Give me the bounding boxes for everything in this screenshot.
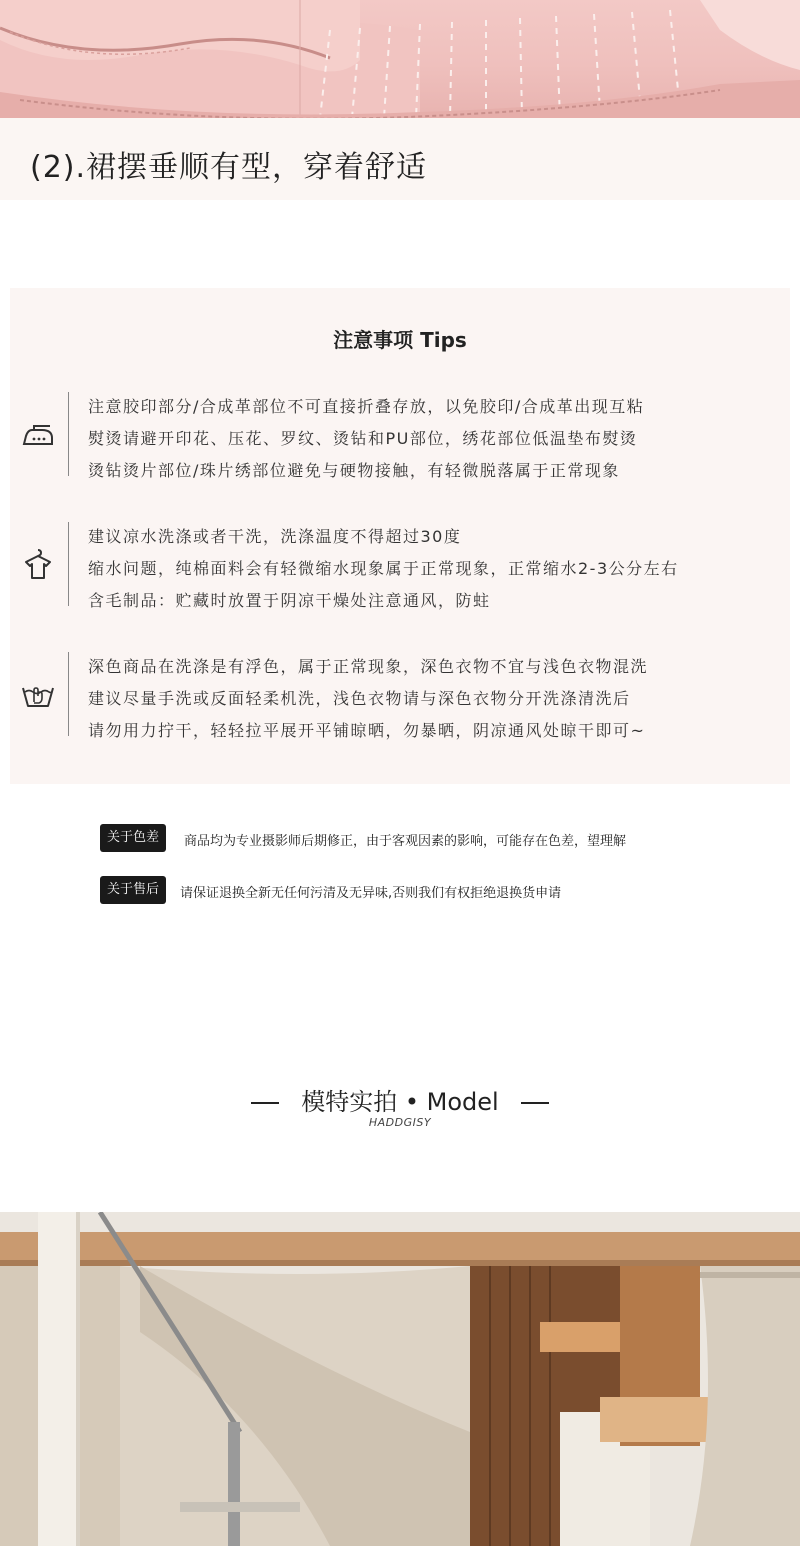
hanging-shirt-icon [20,546,56,582]
fabric-photo [0,0,800,118]
interior-photo [0,1212,800,1546]
tip-line: 熨烫请避开印花、压花、罗纹、烫钻和PU部位，绣花部位低温垫布熨烫 [88,429,638,448]
care-tips-card [10,288,790,784]
model-heading-text: 模特实拍 • Model [301,1088,499,1116]
model-subheading: HADDGISY [368,1116,432,1129]
tip-line: 请勿用力拧干，轻轻拉平展开平铺晾晒，勿暴晒，阴凉通风处晾干即可~ [88,721,646,740]
heading-dash-right [521,1102,549,1104]
tips-title: 注意事项 Tips [333,328,467,352]
tip-line: 深色商品在洗涤是有浮色，属于正常现象，深色衣物不宜与浅色衣物混洗 [88,657,649,676]
caption-text: (2).裙摆垂顺有型，穿着舒适 [30,150,428,185]
notice-badge: 关于色差 [100,824,166,852]
notice-badge: 关于售后 [100,876,166,904]
model-heading [0,1082,800,1117]
hand-wash-icon [20,676,56,712]
notice-color-difference [100,824,720,852]
heading-dash-left [251,1102,279,1104]
tip-line: 缩水问题，纯棉面料会有轻微缩水现象属于正常现象，正常缩水2-3公分左右 [88,559,679,578]
tip-line: 注意胶印部分/合成革部位不可直接折叠存放，以免胶印/合成革出现互粘 [88,397,645,416]
notice-text: 请保证退换全新无任何污清及无异味,否则我们有权拒绝退换货申请 [180,886,562,901]
notice-after-sales [100,876,720,904]
notice-text: 商品均为专业摄影师后期修正，由于客观因素的影响，可能存在色差，望理解 [184,834,627,849]
tip-divider [68,522,69,606]
tip-line: 建议尽量手洗或反面轻柔机洗，浅色衣物请与深色衣物分开洗涤清洗后 [88,689,631,708]
tip-line: 含毛制品：贮藏时放置于阴凉干燥处注意通风，防蛀 [88,591,491,610]
tip-line: 建议凉水洗涤或者干洗，洗涤温度不得超过30度 [88,527,462,546]
tip-divider [68,392,69,476]
iron-icon [20,418,56,454]
tip-line: 烫钻烫片部位/珠片绣部位避免与硬物接触，有轻微脱落属于正常现象 [88,461,620,480]
tip-divider [68,652,69,736]
